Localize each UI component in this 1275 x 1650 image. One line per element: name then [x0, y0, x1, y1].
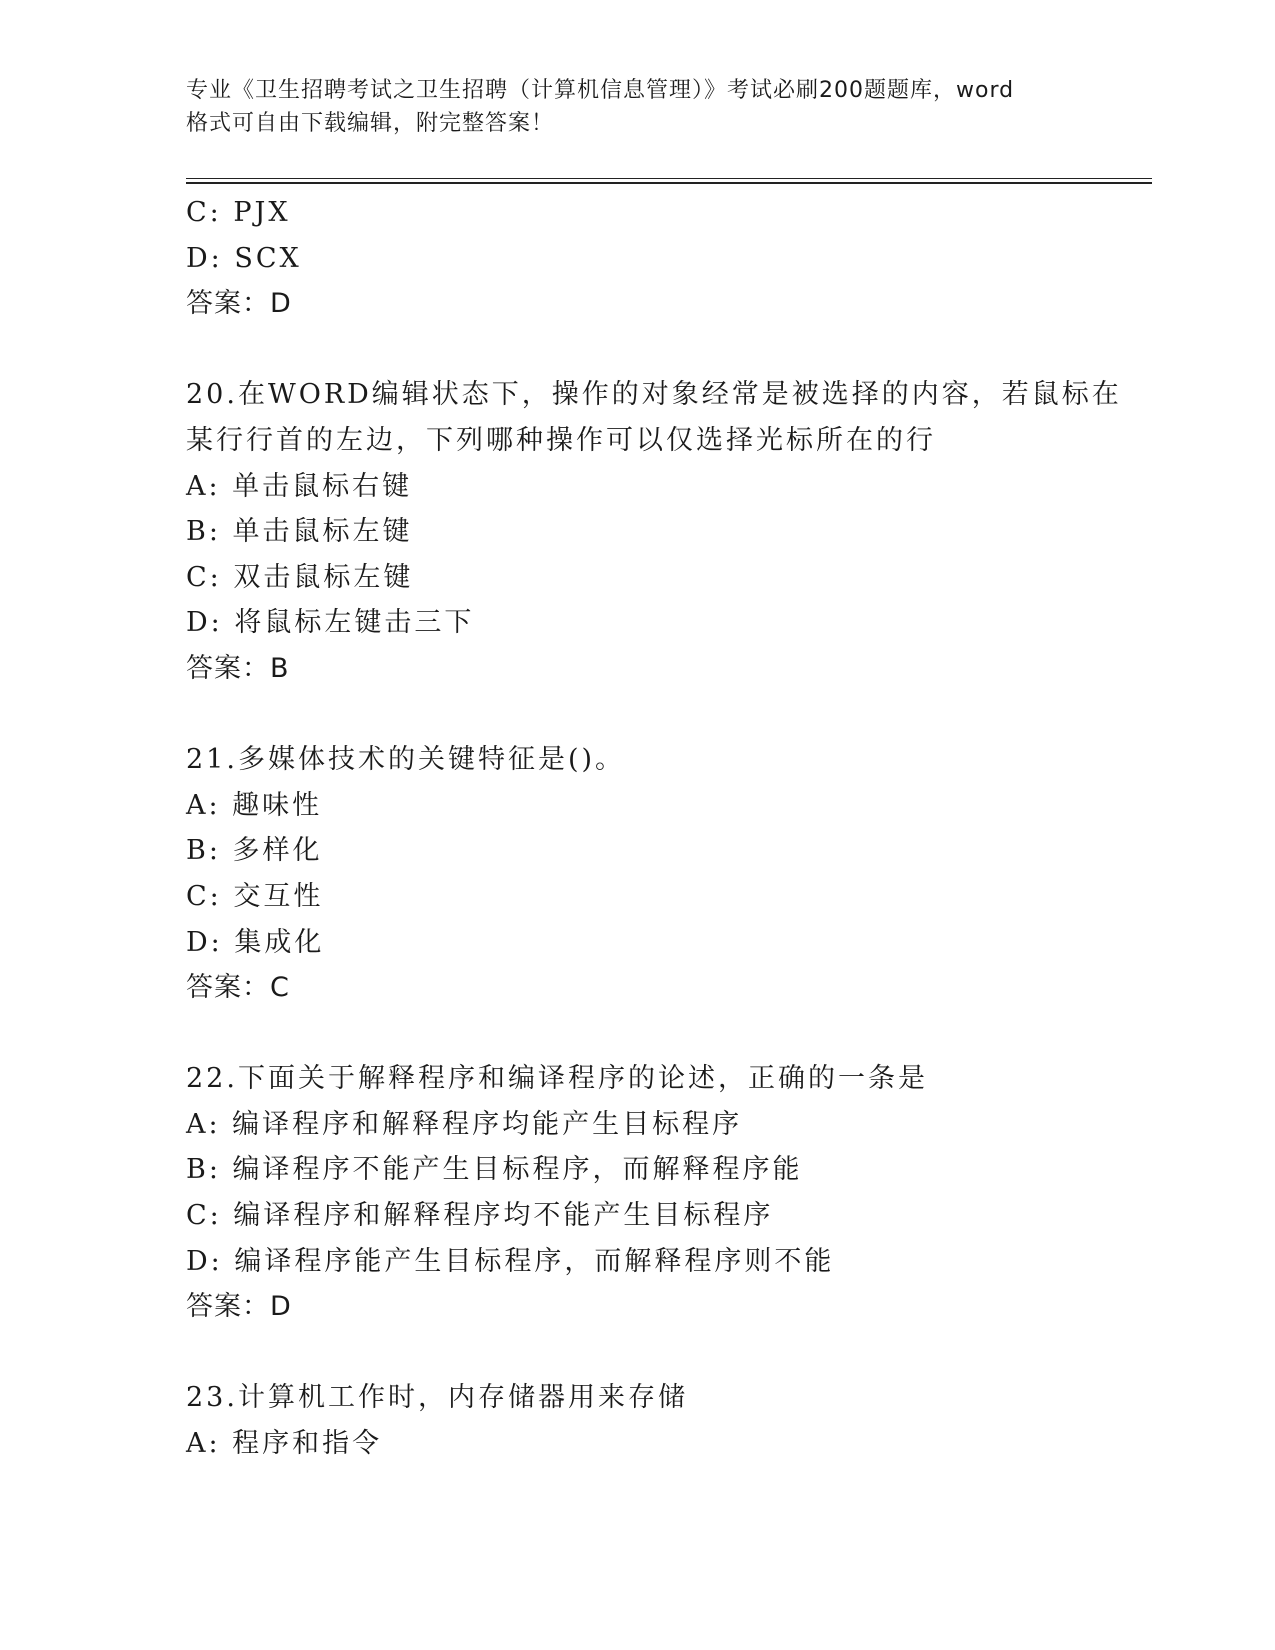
header-divider-thick — [186, 182, 1152, 184]
question-stem: 22.下面关于解释程序和编译程序的论述，正确的一条是 — [186, 1063, 928, 1095]
question-21 — [186, 737, 1146, 1011]
question-stem: 21.多媒体技术的关键特征是()。 — [186, 744, 626, 776]
option-c: C: 双击鼠标左键 — [186, 561, 414, 593]
option-a: A: 单击鼠标右键 — [186, 470, 413, 502]
header-line-1: 专业《卫生招聘考试之卫生招聘（计算机信息管理）》考试必刷200题题库，word — [186, 78, 1015, 103]
option-a: A: 趣味性 — [186, 789, 323, 821]
question-list — [186, 190, 1146, 1467]
option-b: B: 单击鼠标左键 — [186, 516, 413, 548]
option-c: C: 交互性 — [186, 880, 324, 912]
option-c: C: PJX — [186, 197, 291, 228]
question-stem-continued: 某行行首的左边，下列哪种操作可以仅选择光标所在的行 — [186, 424, 936, 456]
option-b: B: 编译程序不能产生目标程序，而解释程序能 — [186, 1154, 803, 1186]
question-20 — [186, 372, 1146, 691]
option-d: D: 编译程序能产生目标程序，而解释程序则不能 — [186, 1245, 835, 1277]
question-stem: 20.在WORD编辑状态下，操作的对象经常是被选择的内容，若鼠标在 — [186, 379, 1122, 411]
question-23 — [186, 1375, 1146, 1466]
answer-line: 答案：B — [186, 652, 290, 684]
option-a: A: 程序和指令 — [186, 1428, 383, 1460]
option-d: D: 将鼠标左键击三下 — [186, 607, 475, 639]
answer-line: 答案：D — [186, 288, 292, 320]
question-22 — [186, 1056, 1146, 1330]
option-d: D: 集成化 — [186, 926, 325, 958]
option-c: C: 编译程序和解释程序均不能产生目标程序 — [186, 1200, 774, 1232]
question-19-fragment — [186, 190, 1146, 327]
header-divider-thin — [186, 178, 1152, 179]
answer-line: 答案：C — [186, 972, 290, 1004]
answer-line: 答案：D — [186, 1291, 292, 1323]
option-d: D: SCX — [186, 242, 302, 274]
header-line-2: 格式可自由下载编辑，附完整答案！ — [186, 111, 555, 136]
option-b: B: 多样化 — [186, 835, 323, 867]
document-header — [186, 74, 1106, 140]
option-a: A: 编译程序和解释程序均能产生目标程序 — [186, 1108, 743, 1140]
question-stem: 23.计算机工作时，内存储器用来存储 — [186, 1382, 688, 1414]
